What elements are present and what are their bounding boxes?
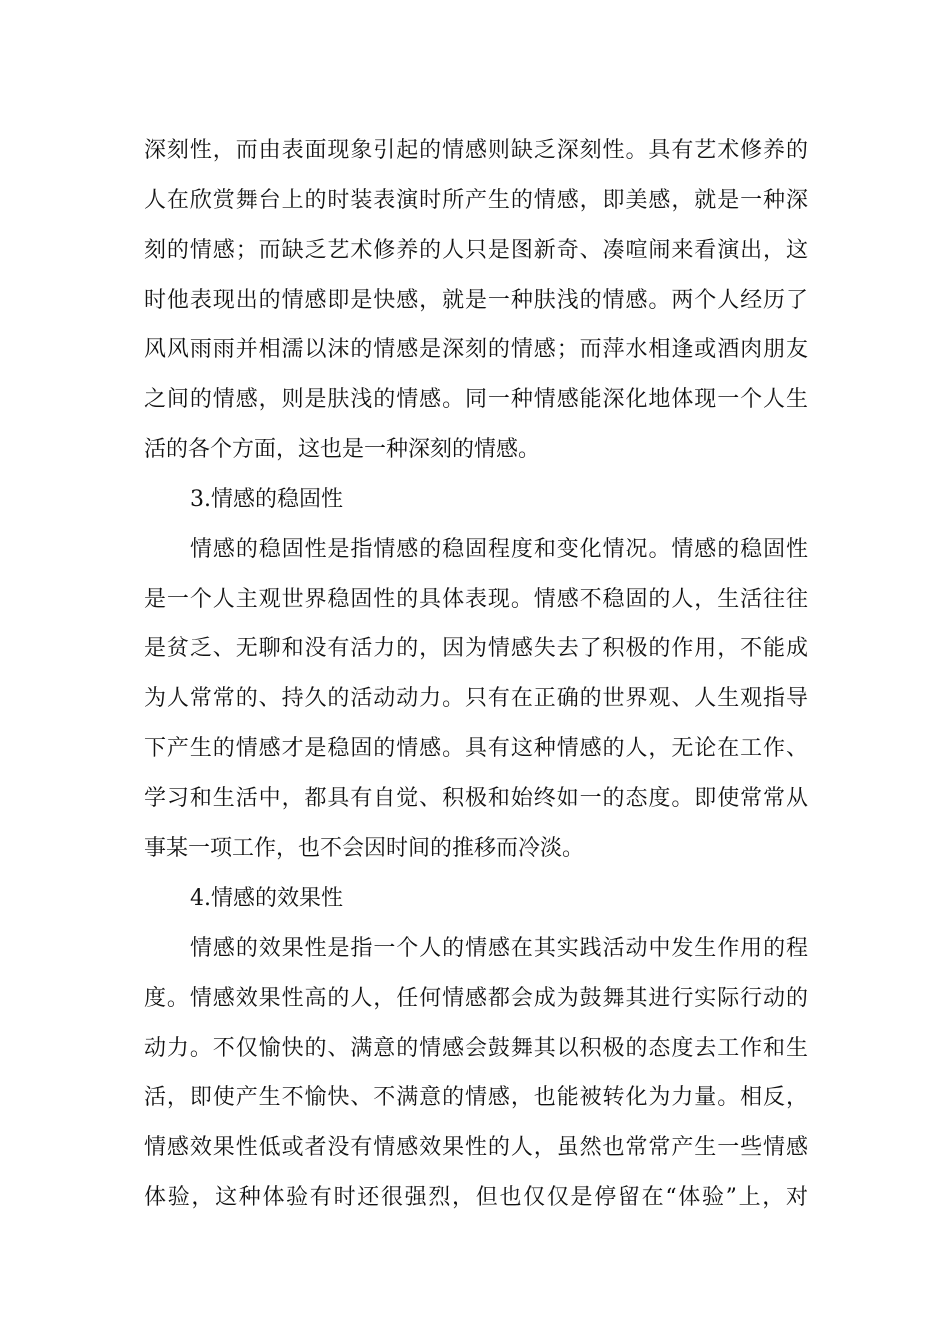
paragraph-line: 活的各个方面，这也是一种深刻的情感。 — [144, 437, 541, 462]
paragraph-line: 为人常常的、持久的活动动力。只有在正确的世界观、人生观指导 — [144, 686, 808, 711]
paragraph-line: 情感的效果性是指一个人的情感在其实践活动中发生作用的程 — [190, 936, 808, 961]
paragraph-line: 情感效果性低或者没有情感效果性的人，虽然也常常产生一些情感 — [144, 1135, 808, 1160]
paragraph-line: 学习和生活中，都具有自觉、积极和始终如一的态度。即使常常从 — [144, 786, 808, 811]
paragraph-line: 是一个人主观世界稳固性的具体表现。情感不稳固的人，生活往往 — [144, 587, 808, 612]
paragraph-line: 情感的稳固性是指情感的稳固程度和变化情况。情感的稳固性 — [190, 537, 808, 562]
paragraph-line: 度。情感效果性高的人，任何情感都会成为鼓舞其进行实际行动的 — [144, 986, 808, 1011]
paragraph-line: 刻的情感；而缺乏艺术修养的人只是图新奇、凑喧闹来看演出，这 — [144, 238, 808, 263]
paragraph-line: 体验，这种体验有时还很强烈，但也仅仅是停留在“体验”上，对 — [144, 1185, 808, 1210]
paragraph-line: 风风雨雨并相濡以沫的情感是深刻的情感；而萍水相逢或酒肉朋友 — [144, 337, 808, 362]
paragraph-line: 时他表现出的情感即是快感，就是一种肤浅的情感。两个人经历了 — [144, 288, 808, 313]
paragraph-line: 人在欣赏舞台上的时装表演时所产生的情感，即美感，就是一种深 — [144, 188, 808, 213]
paragraph-line: 是贫乏、无聊和没有活力的，因为情感失去了积极的作用，不能成 — [144, 636, 808, 661]
section-heading: 3.情感的稳固性 — [190, 487, 343, 512]
paragraph-line: 活，即使产生不愉快、不满意的情感，也能被转化为力量。相反， — [144, 1085, 808, 1110]
section-heading: 4.情感的效果性 — [190, 886, 343, 911]
paragraph-line: 深刻性，而由表面现象引起的情感则缺乏深刻性。具有艺术修养的 — [144, 138, 808, 163]
paragraph-line: 之间的情感，则是肤浅的情感。同一种情感能深化地体现一个人生 — [144, 387, 808, 412]
paragraph-line: 事某一项工作，也不会因时间的推移而冷淡。 — [144, 836, 585, 861]
paragraph-line: 动力。不仅愉快的、满意的情感会鼓舞其以积极的态度去工作和生 — [144, 1036, 808, 1061]
paragraph-line: 下产生的情感才是稳固的情感。具有这种情感的人，无论在工作、 — [144, 736, 808, 761]
